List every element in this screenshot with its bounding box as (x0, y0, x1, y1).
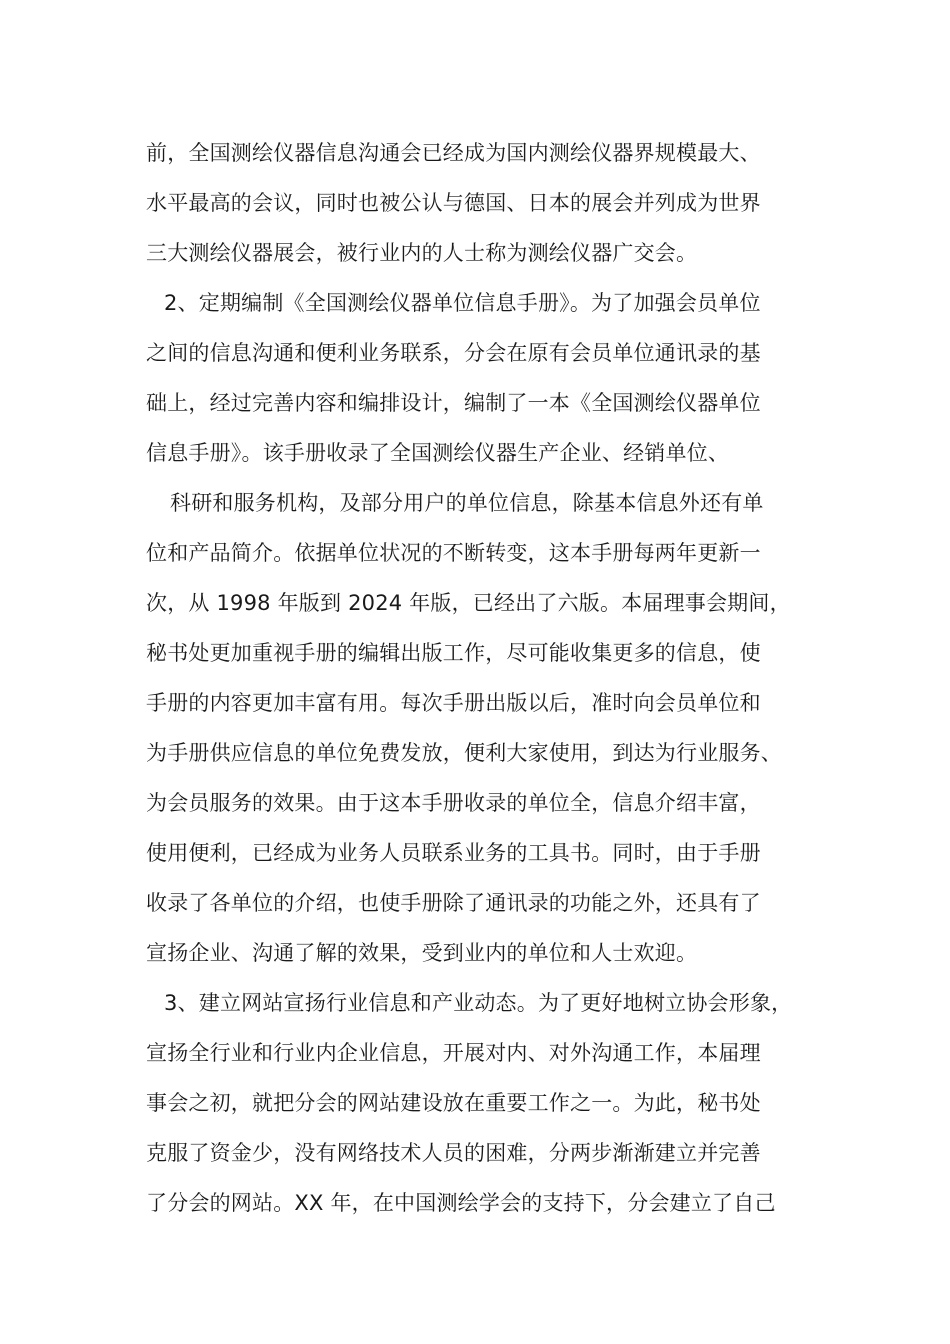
text-line-9: 位和产品简介。依据单位状况的不断转变，这本手册每两年更新一 (146, 541, 761, 565)
text-line-22: 了分会的网站。XX 年，在中国测绘学会的支持下，分会建立了自己 (146, 1191, 776, 1215)
text-line-10: 次，从 1998 年版到 2024 年版，已经出了六版。本届理事会期间， (146, 591, 791, 615)
text-line-12: 手册的内容更加丰富有用。每次手册出版以后，准时向会员单位和 (146, 691, 761, 715)
text-line-13: 为手册供应信息的单位免费发放，便利大家使用，到达为行业服务、 (146, 741, 782, 765)
text-line-20: 事会之初，就把分会的网站建设放在重要工作之一。为此，秘书处 (146, 1091, 761, 1115)
text-line-11: 秘书处更加重视手册的编辑出版工作，尽可能收集更多的信息，使 (146, 641, 761, 665)
text-line-2: 水平最高的会议，同时也被公认与德国、日本的展会并列成为世界 (146, 191, 761, 215)
document-body (146, 128, 836, 1228)
text-line-5: 之间的信息沟通和便利业务联系，分会在原有会员单位通讯录的基 (146, 341, 761, 365)
text-line-7: 信息手册》。该手册收录了全国测绘仪器生产企业、经销单位、 (146, 441, 730, 465)
text-line-6: 础上，经过完善内容和编排设计，编制了一本《全国测绘仪器单位 (146, 391, 761, 415)
text-line-21: 克服了资金少，没有网络技术人员的困难，分两步渐渐建立并完善 (146, 1141, 761, 1165)
text-line-14: 为会员服务的效果。由于这本手册收录的单位全，信息介绍丰富， (146, 791, 761, 815)
text-line-15: 使用便利，已经成为业务人员联系业务的工具书。同时，由于手册 (146, 841, 761, 865)
text-line-3: 三大测绘仪器展会，被行业内的人士称为测绘仪器广交会。 (146, 241, 698, 265)
text-line-17: 宣扬企业、沟通了解的效果，受到业内的单位和人士欢迎。 (146, 941, 698, 965)
text-line-1: 前，全国测绘仪器信息沟通会已经成为国内测绘仪器界规模最大、 (146, 141, 761, 165)
section-2-heading-line: 2、定期编制《全国测绘仪器单位信息手册》。为了加强会员单位 (164, 291, 761, 315)
text-line-19: 宣扬全行业和行业内企业信息，开展对内、对外沟通工作，本届理 (146, 1041, 761, 1065)
text-line-16: 收录了各单位的介绍，也使手册除了通讯录的功能之外，还具有了 (146, 891, 761, 915)
section-3-heading-line: 3、建立网站宣扬行业信息和产业动态。为了更好地树立协会形象， (164, 991, 793, 1015)
text-line-8: 科研和服务机构，及部分用户的单位信息，除基本信息外还有单 (170, 491, 764, 515)
